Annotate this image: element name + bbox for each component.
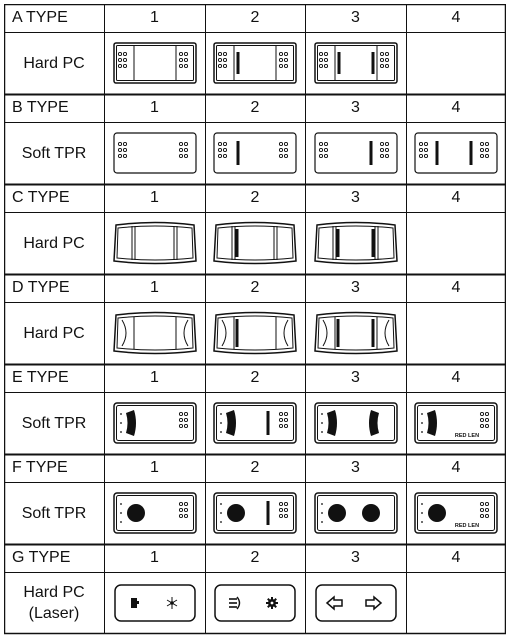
switch-laser-drawing [112, 578, 198, 628]
square-icon [131, 598, 139, 608]
column-number: 1 [150, 279, 159, 296]
switch-cell [104, 392, 205, 454]
switch-cell [305, 212, 406, 274]
column-number: 1 [150, 549, 159, 566]
switch-soft-shield-drawing [413, 398, 499, 448]
material-label: Hard PC [23, 234, 85, 252]
red-lens-caption: RED LEN [454, 523, 480, 529]
column-number: 4 [451, 99, 461, 116]
type-label: D TYPE [12, 279, 70, 296]
column-number: 4 [451, 549, 461, 566]
column-number: 2 [250, 369, 260, 386]
material-label: Soft TPR [21, 504, 87, 522]
switch-cell [104, 212, 205, 274]
switch-cell [104, 482, 205, 544]
switch-laser-drawing [212, 578, 298, 628]
column-number: 2 [250, 99, 260, 116]
switch-cell [406, 122, 506, 184]
column-number: 3 [351, 549, 360, 566]
column-number: 4 [451, 459, 461, 476]
column-number: 4 [451, 9, 461, 26]
gear-icon [266, 597, 278, 609]
switch-laser-drawing [313, 578, 399, 628]
column-number: 3 [351, 369, 360, 386]
switch-cell [104, 302, 205, 364]
material-label: Soft TPR [21, 414, 87, 432]
column-number: 2 [250, 9, 260, 26]
switch-cell [406, 482, 506, 544]
switch-hard-dots-drawing [112, 38, 198, 88]
type-label: F TYPE [12, 459, 68, 476]
empty-cell [406, 572, 506, 634]
switch-soft-dots-drawing [112, 128, 198, 178]
type-label: G TYPE [12, 549, 71, 566]
material-label: Hard PC [23, 54, 85, 72]
column-number: 1 [150, 9, 159, 26]
column-number: 2 [250, 459, 260, 476]
switch-hard-rocker-drawing [313, 218, 399, 268]
switch-cell [406, 392, 506, 454]
column-number: 1 [150, 459, 159, 476]
switch-soft-circle-drawing [112, 488, 198, 538]
column-number: 4 [451, 279, 461, 296]
switch-cell [205, 302, 305, 364]
switch-hard-rocker-drawing [112, 218, 198, 268]
switch-cell [305, 122, 406, 184]
switch-soft-dots-drawing [212, 128, 298, 178]
switch-soft-dots-drawing [413, 128, 499, 178]
column-number: 2 [250, 279, 260, 296]
switch-cell [205, 482, 305, 544]
light-icon [229, 597, 240, 609]
switch-hard-rocker-d-drawing [112, 308, 198, 358]
arrow-left-icon [327, 597, 342, 609]
column-number: 1 [150, 369, 159, 386]
type-label: B TYPE [12, 99, 69, 116]
switch-cell [104, 122, 205, 184]
fan-icon [167, 597, 177, 609]
switch-hard-rocker-d-drawing [313, 308, 399, 358]
material-label: Hard PC (Laser) [23, 584, 85, 622]
switch-soft-circle-drawing [212, 488, 298, 538]
switch-cell [305, 572, 406, 634]
switch-cell [305, 392, 406, 454]
column-number: 1 [150, 99, 159, 116]
column-number: 1 [150, 189, 159, 206]
switch-soft-circle-drawing [313, 488, 399, 538]
switch-cell [104, 32, 205, 94]
column-number: 3 [351, 99, 360, 116]
column-number: 4 [451, 369, 461, 386]
switch-soft-dots-drawing [313, 128, 399, 178]
empty-cell [406, 32, 506, 94]
column-number: 3 [351, 459, 360, 476]
type-label: C TYPE [12, 189, 70, 206]
arrow-right-icon [366, 597, 381, 609]
column-number: 3 [351, 279, 360, 296]
switch-hard-dots-drawing [212, 38, 298, 88]
type-label: E TYPE [12, 369, 69, 386]
switch-cell [305, 482, 406, 544]
switch-cell [205, 122, 305, 184]
switch-type-table [4, 4, 506, 640]
column-number: 2 [250, 189, 260, 206]
column-number: 2 [250, 549, 260, 566]
switch-hard-dots-drawing [313, 38, 399, 88]
switch-cell [205, 572, 305, 634]
switch-soft-shield-drawing [112, 398, 198, 448]
switch-cell [205, 392, 305, 454]
material-label: Soft TPR [21, 144, 87, 162]
material-label: Hard PC [23, 324, 85, 342]
column-number: 3 [351, 9, 360, 26]
switch-soft-circle-drawing [413, 488, 499, 538]
red-lens-caption: RED LEN [454, 433, 480, 439]
empty-cell [406, 212, 506, 274]
switch-hard-rocker-drawing [212, 218, 298, 268]
empty-cell [406, 302, 506, 364]
column-number: 4 [451, 189, 461, 206]
switch-cell [104, 572, 205, 634]
switch-cell [305, 302, 406, 364]
switch-cell [205, 32, 305, 94]
switch-soft-shield-drawing [212, 398, 298, 448]
switch-soft-shield-drawing [313, 398, 399, 448]
switch-hard-rocker-d-drawing [212, 308, 298, 358]
type-label: A TYPE [12, 9, 68, 26]
switch-cell [305, 32, 406, 94]
switch-cell [205, 212, 305, 274]
column-number: 3 [351, 189, 360, 206]
